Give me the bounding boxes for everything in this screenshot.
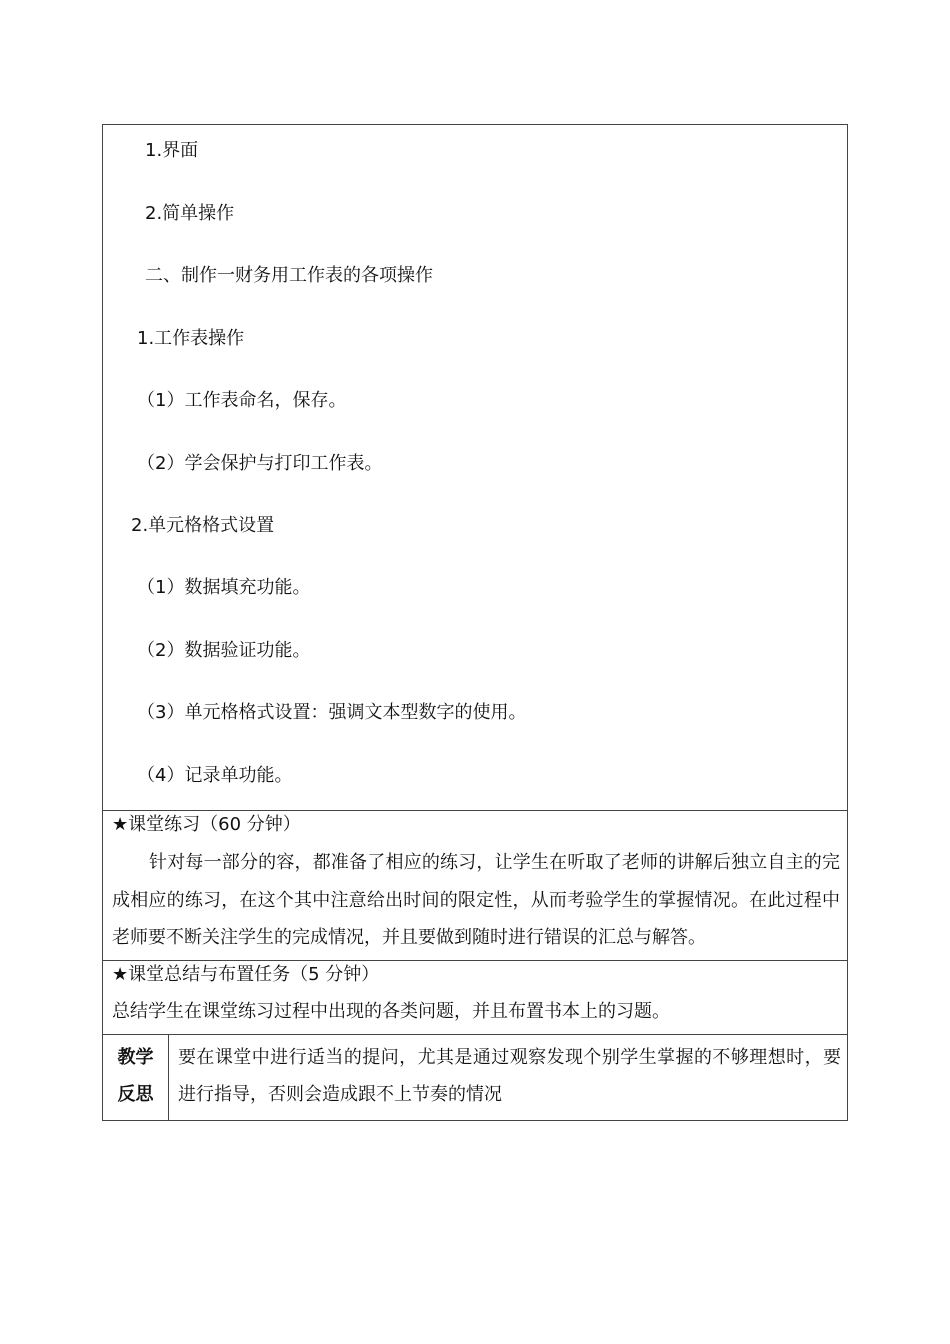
outline-item: （4）记录单功能。 xyxy=(137,765,293,786)
summary-title: ★课堂总结与布置任务（5 分钟） xyxy=(112,964,380,985)
lesson-plan-table xyxy=(102,124,848,1121)
reflection-label-line2: 反思 xyxy=(117,1084,154,1105)
reflection-section xyxy=(103,1035,847,1120)
practice-section xyxy=(103,811,847,961)
outline-item: 1.界面 xyxy=(145,140,199,161)
outline-item: 1.工作表操作 xyxy=(137,328,245,349)
reflection-body: 要在课堂中进行适当的提问，尤其是通过观察发现个别学生掌握的不够理想时，要进行指导，否则会造成跟不上节奏的情况 xyxy=(178,1047,841,1105)
outline-item: 2.简单操作 xyxy=(145,203,235,224)
reflection-label-line1: 教学 xyxy=(117,1047,154,1068)
outline-item: （3）单元格格式设置：强调文本型数字的使用。 xyxy=(137,702,527,723)
reflection-label xyxy=(103,1035,169,1120)
summary-section xyxy=(103,961,847,1035)
outline-item: 2.单元格格式设置 xyxy=(131,515,275,536)
outline-section xyxy=(103,125,847,811)
outline-item: （1）工作表命名，保存。 xyxy=(137,390,347,411)
practice-title: ★课堂练习（60 分钟） xyxy=(112,814,301,835)
practice-body: 针对每一部分的容，都准备了相应的练习，让学生在听取了老师的讲解后独立自主的完成相应的练习，在这个其中注意给出时间的限定性，从而考验学生的掌握情况。在此过程中老师要不断关注学生的完成情况，并且要做到随时进行错误的汇总与解答。 xyxy=(112,852,840,948)
summary-body: 总结学生在课堂练习过程中出现的各类问题，并且布置书本上的习题。 xyxy=(112,1001,670,1022)
outline-item: （1）数据填充功能。 xyxy=(137,577,311,598)
outline-item: （2）学会保护与打印工作表。 xyxy=(137,453,383,474)
outline-heading: 二、制作一财务用工作表的各项操作 xyxy=(145,265,433,286)
outline-item: （2）数据验证功能。 xyxy=(137,640,311,661)
